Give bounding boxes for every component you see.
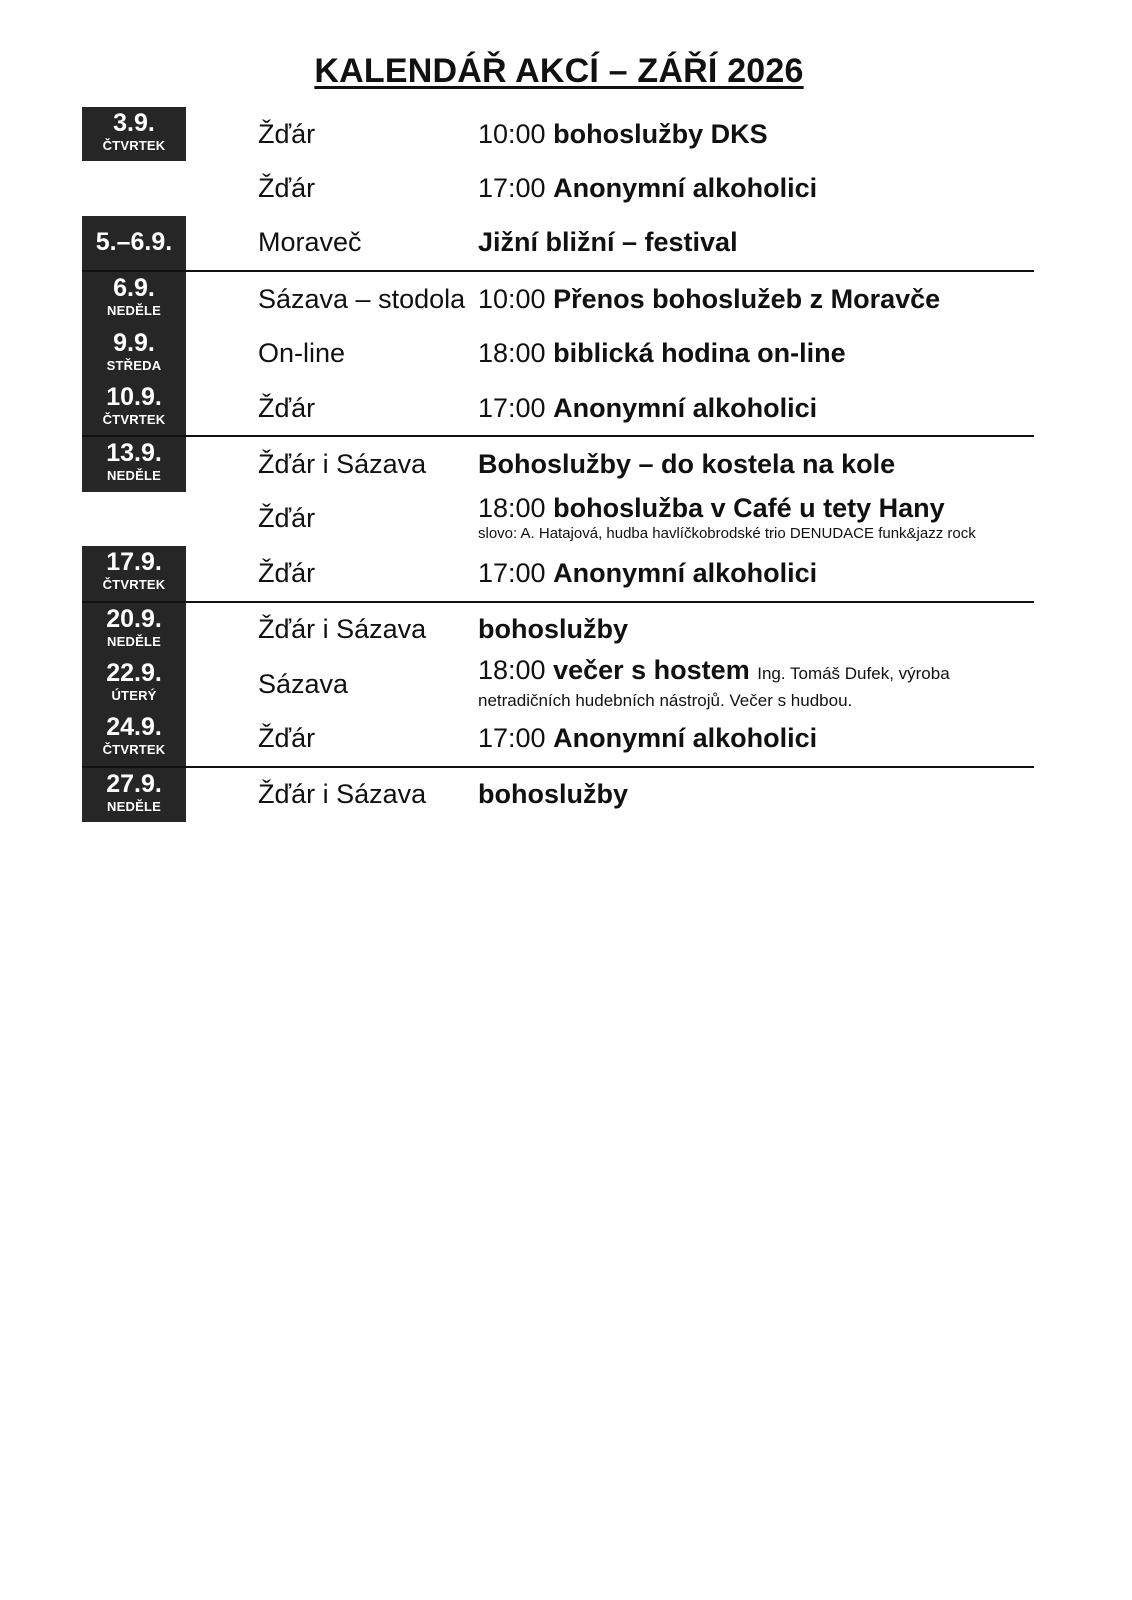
event-time: 10:00 — [478, 283, 546, 314]
event-time: 18:00 — [478, 493, 546, 524]
event-name: Bohoslužby – do kostela na kole — [478, 449, 896, 480]
event-row — [82, 161, 1034, 215]
event-note-inline: Ing. Tomáš Dufek, výroba — [757, 664, 950, 684]
event-weekday: ÚTERÝ — [111, 687, 157, 703]
event-info — [478, 381, 1034, 435]
event-time: 17:00 — [478, 392, 546, 423]
event-time: 18:00 — [478, 655, 546, 686]
event-date: 10.9. — [106, 382, 162, 411]
date-box — [82, 216, 186, 270]
event-weekday: STŘEDA — [106, 357, 162, 373]
event-row — [82, 272, 1034, 326]
event-note: slovo: A. Hatajová, hudba havlíčkobrodské trio DENUDACE funk&jazz rock — [478, 525, 976, 543]
event-row — [82, 711, 1034, 767]
event-name: večer s hostem — [553, 655, 750, 686]
event-info — [478, 161, 1034, 215]
event-info — [478, 546, 1034, 600]
event-info — [478, 492, 1034, 546]
date-box — [82, 272, 186, 326]
event-name: Přenos bohoslužeb z Moravče — [553, 283, 941, 314]
event-row — [82, 768, 1034, 822]
event-time: 10:00 — [478, 118, 546, 149]
event-name: bohoslužba v Café u tety Hany — [553, 493, 945, 524]
event-place: Žďár — [258, 118, 316, 149]
event-note: netradičních hudebních nástrojů. Večer s hudbou. — [478, 691, 853, 711]
event-date: 9.9. — [113, 328, 155, 357]
event-place: Žďár — [258, 503, 316, 534]
event-date: 13.9. — [106, 439, 162, 468]
event-info — [478, 768, 1034, 822]
event-place: Žďár — [258, 722, 316, 753]
event-weekday: NEDĚLE — [107, 303, 161, 319]
date-box — [82, 437, 186, 491]
date-box — [82, 768, 186, 822]
event-info — [478, 272, 1034, 326]
event-time: 18:00 — [478, 338, 546, 369]
event-place: On-line — [258, 338, 346, 369]
date-box — [82, 711, 186, 765]
event-row — [82, 492, 1034, 546]
event-name: Anonymní alkoholici — [553, 722, 818, 753]
event-info — [478, 107, 1034, 161]
event-weekday: ČTVRTEK — [102, 577, 166, 593]
event-row — [82, 381, 1034, 437]
date-box — [82, 327, 186, 381]
date-box — [82, 603, 186, 657]
event-place: Žďár — [258, 392, 316, 423]
event-place: Moraveč — [258, 227, 362, 258]
event-place: Žďár i Sázava — [258, 779, 427, 810]
event-name: biblická hodina on-line — [553, 338, 846, 369]
event-place: Žďár i Sázava — [258, 449, 427, 480]
event-date: 27.9. — [106, 769, 162, 798]
event-weekday: ČTVRTEK — [102, 138, 166, 153]
event-date: 24.9. — [106, 713, 162, 742]
event-row — [82, 657, 1034, 711]
event-date: 6.9. — [113, 274, 155, 303]
page-title: KALENDÁŘ AKCÍ – ZÁŘÍ 2026 — [314, 52, 804, 90]
event-row — [82, 603, 1034, 657]
event-place: Sázava — [258, 668, 349, 699]
event-row — [82, 546, 1034, 602]
event-time: 17:00 — [478, 557, 546, 588]
date-box — [82, 657, 186, 711]
date-box — [82, 107, 186, 161]
event-info — [478, 437, 1034, 491]
event-row — [82, 437, 1034, 491]
event-weekday: NEDĚLE — [107, 633, 161, 649]
event-list — [82, 107, 1034, 822]
event-name: Anonymní alkoholici — [553, 392, 818, 423]
event-weekday: ČTVRTEK — [102, 411, 166, 427]
event-row — [82, 216, 1034, 272]
event-place: Žďár — [258, 557, 316, 588]
event-name: bohoslužby — [478, 779, 628, 810]
event-name: bohoslužby — [478, 614, 628, 645]
event-row — [82, 107, 1034, 161]
date-box — [82, 381, 186, 435]
event-name: Anonymní alkoholici — [553, 173, 818, 204]
event-place: Žďár i Sázava — [258, 614, 427, 645]
event-name: Anonymní alkoholici — [553, 557, 818, 588]
event-info — [478, 711, 1034, 765]
event-date: 3.9. — [113, 109, 155, 137]
event-info — [478, 603, 1034, 657]
event-date: 5.–6.9. — [95, 227, 173, 256]
event-name: Jižní bližní – festival — [478, 227, 738, 258]
event-info — [478, 216, 1034, 270]
event-date: 20.9. — [106, 604, 162, 633]
date-box — [82, 546, 186, 600]
event-time: 17:00 — [478, 722, 546, 753]
event-weekday: ČTVRTEK — [102, 742, 166, 758]
event-time: 17:00 — [478, 173, 546, 204]
event-date: 17.9. — [106, 548, 162, 577]
event-row — [82, 327, 1034, 381]
event-name: bohoslužby DKS — [553, 118, 768, 149]
event-weekday: NEDĚLE — [107, 798, 161, 814]
event-info — [478, 657, 1034, 711]
event-date: 22.9. — [106, 658, 162, 687]
event-info — [478, 327, 1034, 381]
event-weekday: NEDĚLE — [107, 468, 161, 484]
event-place: Sázava – stodola — [258, 283, 466, 314]
event-place: Žďár — [258, 173, 316, 204]
